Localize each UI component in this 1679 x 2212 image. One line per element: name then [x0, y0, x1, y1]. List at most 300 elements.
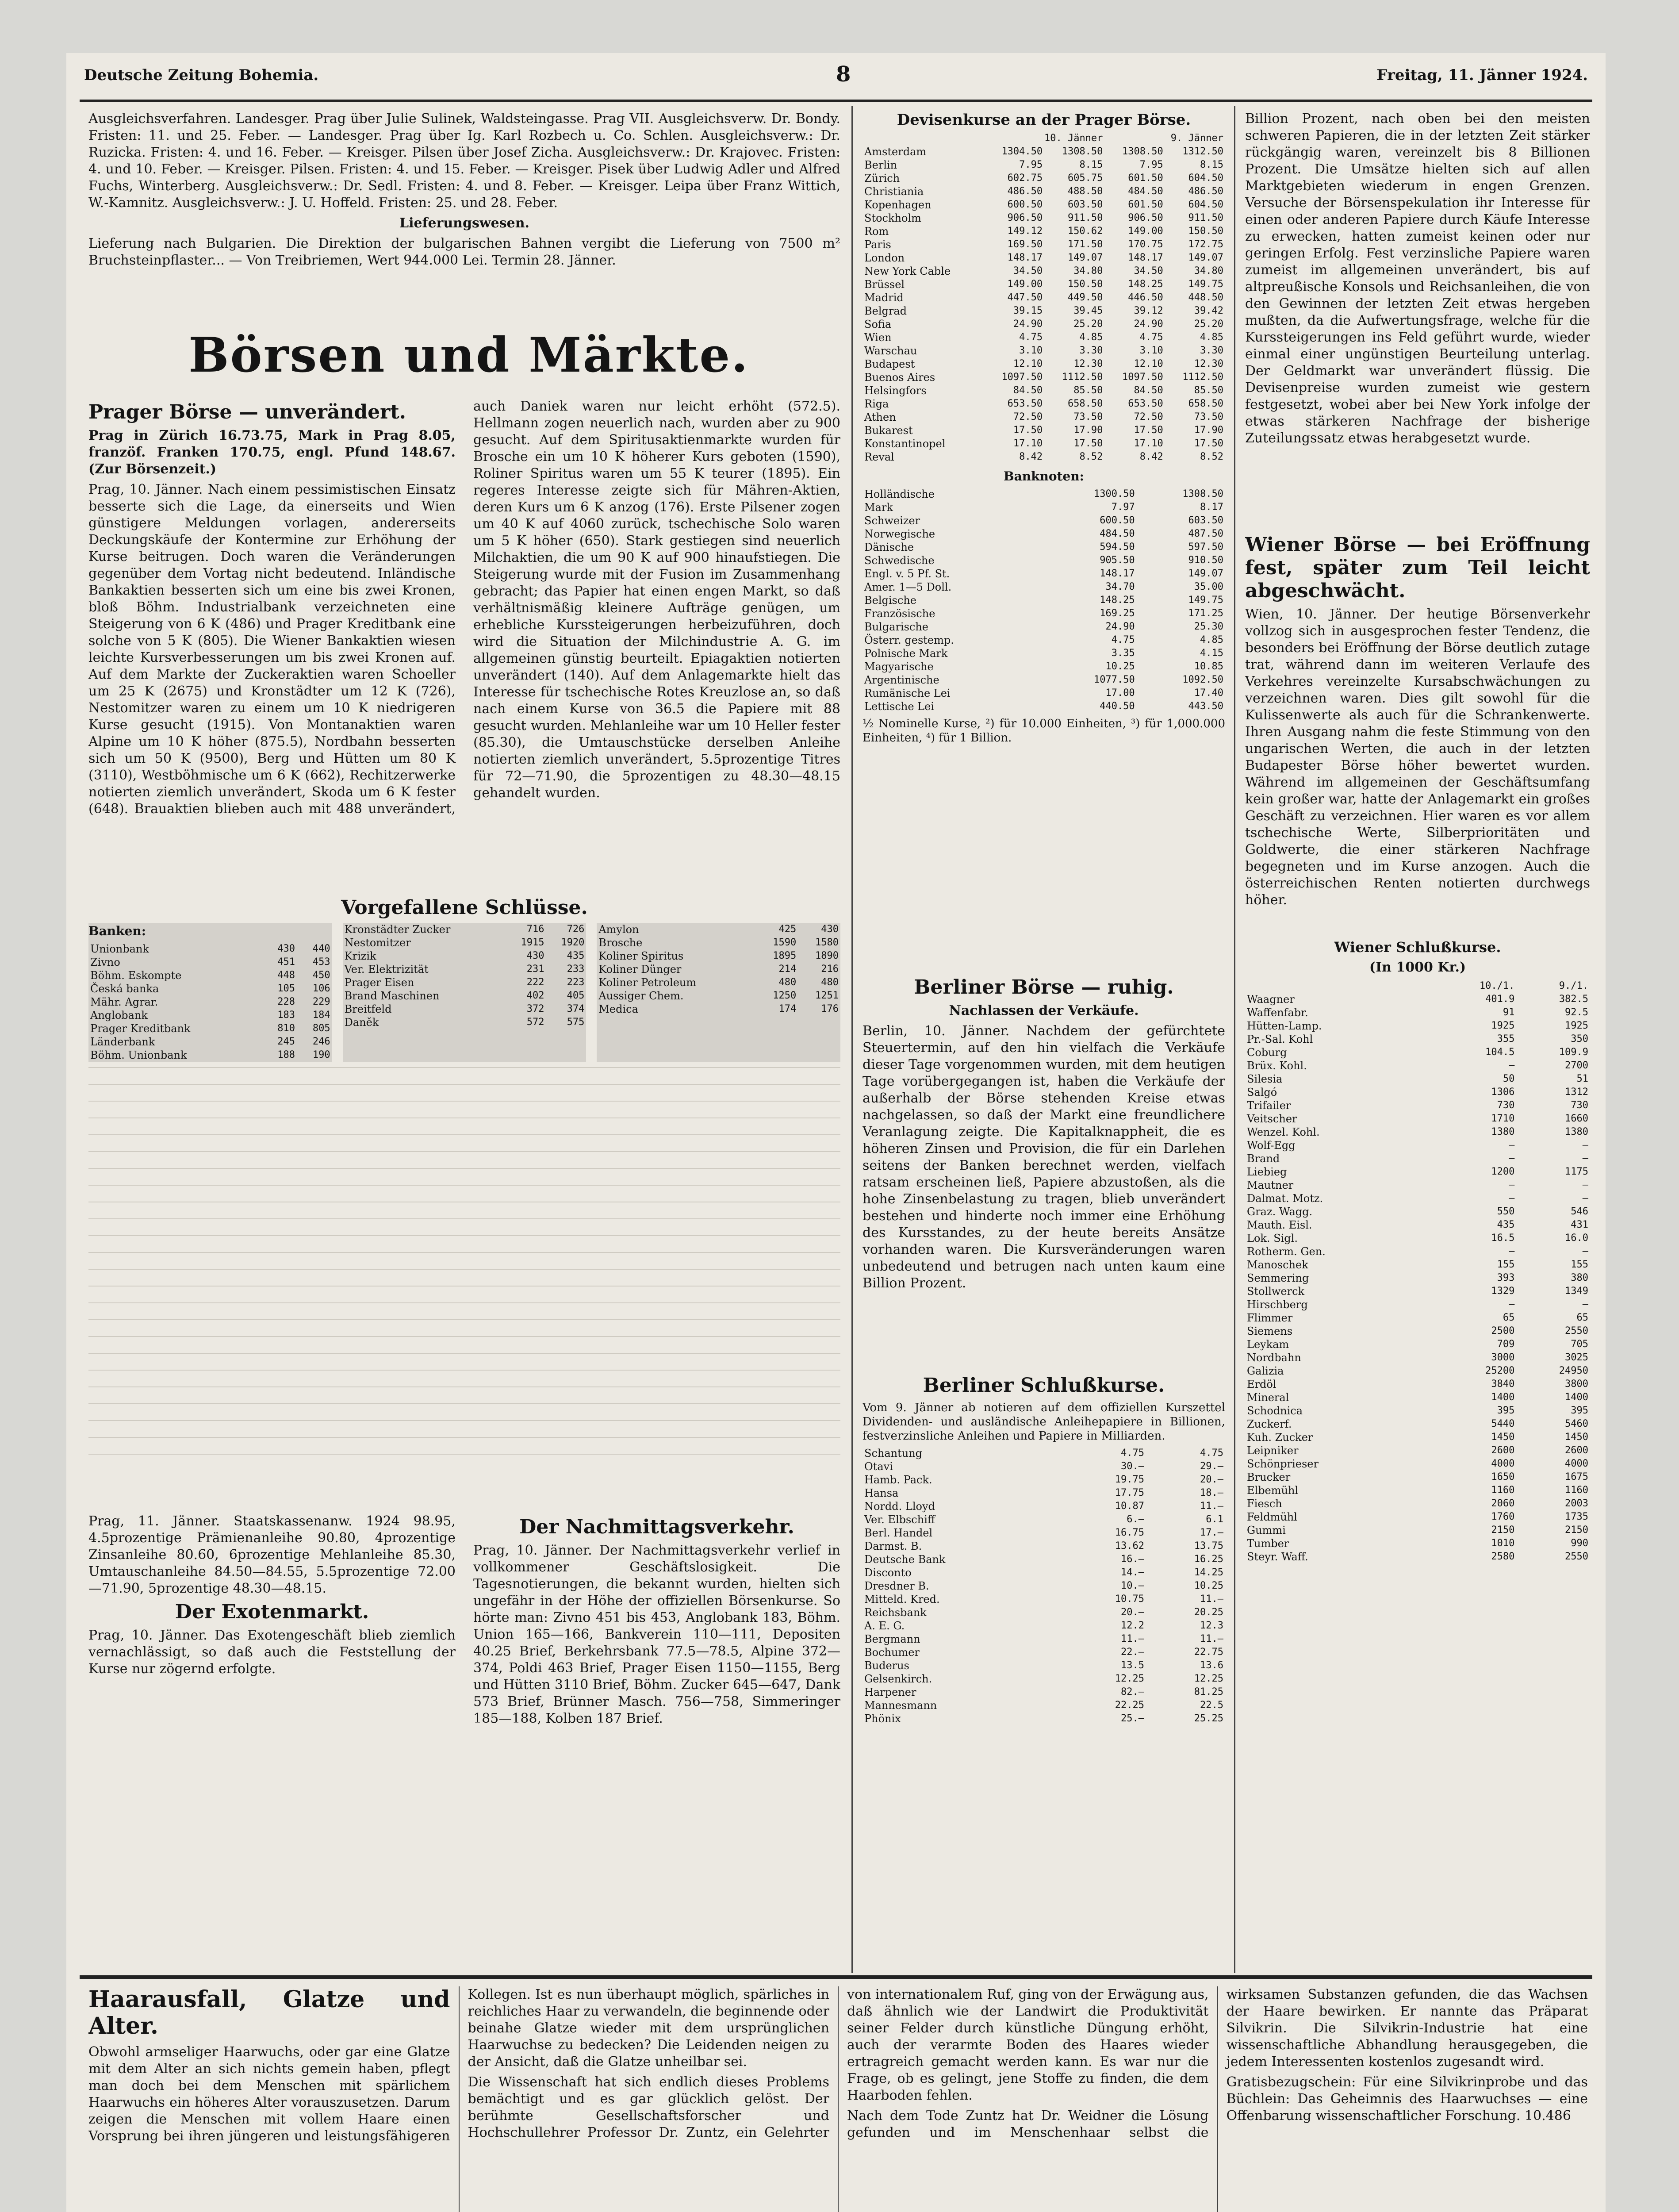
- banknoten-row: [862, 660, 1225, 673]
- row-label: Österr. gestemp.: [864, 634, 954, 646]
- row-label: Zürich: [864, 172, 900, 184]
- row-value: 109.9: [1559, 1047, 1588, 1058]
- row-value: 34.70: [1105, 581, 1135, 592]
- row-value: 11.—: [1120, 1633, 1144, 1644]
- row-label: Böhm. Unionbank: [90, 1049, 187, 1061]
- schluss-row: [597, 936, 840, 949]
- row-value: 1300.50: [1093, 488, 1135, 499]
- row-value: 3.30: [1079, 345, 1103, 356]
- row-value: 155: [1497, 1259, 1515, 1270]
- row-value: 443.50: [1188, 701, 1223, 712]
- row-value: 726: [567, 924, 585, 935]
- row-value: 25.30: [1194, 621, 1223, 632]
- berliner-text: Berlin, 10. Jänner. Nachdem der gefürchtete Steuertermin, auf den hin vielfach die Verkäufe dieser Tage vorgenommen wurden, mit dem heutigen Tage vorübergegangen ist, haben die Verkäufe der außerhalb der Börse stehenden Kreise etwas nachgelassen, so daß der Markt eine freundlichere Veranlagung zeigte. Die Kapitalknappheit, die es höheren Zinsen und Provision, die für ein Darlehen seitens der Banken berechnet werden, vielfach ratsam erscheinen ließ, Papiere abzustoßen, als die hohe Zinsenbelastung zu tragen, blieb unverändert bestehen und hinderte noch immer eine Erhöhung des Kursstandes, zu der heute bereits Ansätze vorhanden waren. Die Kursveränderungen waren unbedeutend und betrugen nach unten kaum eine Billion Prozent.: [862, 1023, 1225, 1291]
- schluesse-table-3: [597, 923, 840, 1062]
- wiener-schluss-row: [1245, 1404, 1590, 1417]
- banknoten-row: [862, 567, 1225, 580]
- wiener-schluss-row: [1245, 1298, 1590, 1311]
- row-label: Galizia: [1247, 1365, 1284, 1377]
- row-label: Mautner: [1247, 1179, 1294, 1191]
- row-value: 6.1: [1206, 1514, 1223, 1525]
- devisen-row: [862, 185, 1225, 198]
- schluesse-heading: Vorgefallene Schlüsse.: [341, 896, 588, 919]
- row-label: Mitteld. Kred.: [864, 1593, 940, 1605]
- row-value: 1650: [1491, 1471, 1515, 1482]
- wiener-schluss-row: [1245, 1245, 1590, 1258]
- row-value: 11.—: [1200, 1633, 1223, 1644]
- row-value: 1308.50: [1062, 146, 1103, 157]
- row-value: 14.—: [1120, 1567, 1144, 1578]
- row-value: —: [1582, 1299, 1588, 1310]
- row-value: 605.75: [1067, 173, 1103, 184]
- row-value: 575: [567, 1017, 585, 1028]
- row-label: Zuckerf.: [1247, 1418, 1292, 1430]
- row-label: Lok. Sigl.: [1247, 1232, 1298, 1244]
- row-value: 1380: [1491, 1126, 1515, 1137]
- wiener-schluss-row: [1245, 1059, 1590, 1072]
- row-value: 17.50: [1073, 438, 1103, 449]
- row-value: —: [1582, 1246, 1588, 1257]
- notices-section: [88, 111, 840, 319]
- row-label: Engl. v. 5 Pf. St.: [864, 568, 950, 580]
- row-value: 184: [312, 1010, 330, 1021]
- row-value: 1092.50: [1182, 674, 1223, 685]
- row-value: 72.50: [1134, 411, 1163, 422]
- row-value: 10.75: [1115, 1594, 1144, 1605]
- schluss-row: [343, 976, 586, 989]
- row-label: Salgó: [1247, 1086, 1277, 1098]
- row-value: 402: [526, 990, 544, 1001]
- row-value: 4.85: [1200, 634, 1223, 645]
- berliner-schlusskurse: [862, 1371, 1225, 1964]
- row-label: Medica: [598, 1003, 638, 1015]
- banknoten-row: [862, 607, 1225, 620]
- berliner-schluss-row: [862, 1553, 1225, 1566]
- row-value: 84.50: [1013, 385, 1043, 396]
- row-value: 1312: [1565, 1087, 1588, 1098]
- row-label: Berl. Handel: [864, 1527, 933, 1539]
- wiener-schluss-row: [1245, 1417, 1590, 1431]
- row-value: 35.00: [1194, 581, 1223, 592]
- row-value: 603.50: [1067, 199, 1103, 210]
- berliner-schluss-note: Vom 9. Jänner ab notieren auf dem offiziellen Kurszettel Dividenden- und ausländische Anleihepapiere in Billionen, festverzinsliche Anleihen und Papiere in Milliarden.: [862, 1401, 1225, 1443]
- row-value: 2550: [1565, 1325, 1588, 1336]
- row-value: 1349: [1565, 1286, 1588, 1297]
- row-label: Tumber: [1247, 1537, 1289, 1550]
- row-value: 17.00: [1105, 687, 1135, 699]
- row-value: 488.50: [1067, 186, 1103, 197]
- row-value: 150.62: [1067, 226, 1103, 237]
- devisen-footnotes: ½ Nominelle Kurse, ²) für 10.000 Einheiten, ³) für 1,000.000 Einheiten, ⁴) für 1 Billion.: [862, 717, 1225, 745]
- wiener-schluss-row: [1245, 1484, 1590, 1497]
- berliner-schluss-row: [862, 1672, 1225, 1686]
- row-label: Feldmühl: [1247, 1511, 1297, 1523]
- row-value: 17.90: [1194, 425, 1223, 436]
- nachmittag-text: Prag, 10. Jänner. Der Nachmittagsverkehr verlief in vollkommener Geschäftslosigkeit. Die Tagesnotierungen, die bekannt wurden, hielten sich ungefähr in der Höhe der offiziellen Börsenkurse. So hörte man: Zivno 451 bis 453, Anglobank 183, Böhm. Union 165—166, Bankverein 110—111, Depositen 40.25 Brief, Berkehrsbank 77.5—78.5, Alpine 372—374, Poldi 463 Brief, Prager Eisen 1150—1155, Berg und Hütten 3110 Brief, Böhm. Zucker 645—647, Dank 573 Brief, Brünner Masch. 756—758, Simmeringer 185—188, Kolben 187 Brief.: [473, 1543, 840, 1726]
- masthead-rule: [80, 100, 1592, 102]
- row-value: 1097.50: [1122, 372, 1163, 383]
- row-label: Rom: [864, 225, 889, 238]
- devisen-row: [862, 331, 1225, 344]
- row-label: Holländische: [864, 488, 935, 500]
- wiener-schluss-row: [1245, 1351, 1590, 1364]
- row-value: 20.—: [1120, 1607, 1144, 1618]
- row-value: 12.25: [1194, 1673, 1223, 1684]
- schluss-row: [88, 1048, 332, 1062]
- row-value: —: [1582, 1153, 1588, 1164]
- row-value: 92.5: [1565, 1007, 1588, 1018]
- row-value: 149.75: [1188, 279, 1223, 290]
- row-label: Leykam: [1247, 1338, 1289, 1351]
- row-value: 245: [277, 1036, 295, 1047]
- berliner-schluss-row: [862, 1566, 1225, 1579]
- row-label: Kuh. Zucker: [1247, 1431, 1313, 1444]
- schluesse-table-2: [343, 923, 586, 1062]
- row-value: 3840: [1491, 1379, 1515, 1390]
- row-value: 453: [312, 956, 330, 968]
- issue-date: Freitag, 11. Jänner 1924.: [1376, 66, 1588, 84]
- row-value: 4.15: [1200, 648, 1223, 659]
- berliner-schluss-row: [862, 1659, 1225, 1672]
- wiener-schluss-row: [1245, 1325, 1590, 1338]
- row-value: 1077.50: [1093, 674, 1135, 685]
- row-value: 65: [1576, 1312, 1588, 1323]
- row-value: 990: [1571, 1538, 1588, 1549]
- newspaper-name: Deutsche Zeitung Bohemia.: [84, 66, 319, 84]
- row-value: 2600: [1565, 1445, 1588, 1456]
- row-value: 149.75: [1188, 595, 1223, 606]
- wiener-schluss-row: [1245, 1431, 1590, 1444]
- lieferung-heading: Lieferungswesen.: [399, 215, 529, 231]
- banknoten-row: [862, 594, 1225, 607]
- row-value: 150.50: [1188, 226, 1223, 237]
- row-label: Hirschberg: [1247, 1298, 1308, 1311]
- wiener-schluss-row: [1245, 1192, 1590, 1205]
- row-value: 3.10: [1019, 345, 1043, 356]
- wiener-schluss-row: [1245, 1271, 1590, 1285]
- row-label: Manoschek: [1247, 1259, 1308, 1271]
- banknoten-heading: Banknoten:: [1003, 469, 1085, 484]
- row-label: London: [864, 252, 905, 264]
- row-value: 39.42: [1194, 305, 1223, 316]
- row-label: A. E. G.: [864, 1620, 905, 1632]
- devisen-row: [862, 371, 1225, 384]
- row-value: 440: [312, 943, 330, 954]
- row-value: 25.—: [1120, 1713, 1144, 1724]
- row-value: 176: [821, 1003, 839, 1014]
- row-value: 5440: [1491, 1418, 1515, 1429]
- row-value: 658.50: [1188, 398, 1223, 409]
- nachmittag-heading: Der Nachmittagsverkehr.: [519, 1516, 794, 1538]
- row-label: Amylon: [598, 923, 639, 936]
- row-value: 4.85: [1200, 332, 1223, 343]
- row-value: 604.50: [1188, 173, 1223, 184]
- schluss-row: [343, 1016, 586, 1029]
- row-value: 1590: [773, 937, 797, 948]
- row-value: 594.50: [1100, 541, 1135, 553]
- row-value: 4.75: [1111, 634, 1135, 645]
- wiener-schluss-table: [1245, 979, 1590, 1563]
- row-value: 229: [312, 996, 330, 1007]
- row-value: 10.87: [1115, 1501, 1144, 1512]
- berliner-schluss-row: [862, 1540, 1225, 1553]
- row-value: 85.50: [1073, 385, 1103, 396]
- row-label: Belgrad: [864, 305, 907, 317]
- row-value: —: [1582, 1140, 1588, 1151]
- row-value: 8.42: [1019, 451, 1043, 462]
- banknoten-row: [862, 514, 1225, 527]
- row-label: Nestomitzer: [344, 937, 411, 949]
- wiener-schluss-row: [1245, 1205, 1590, 1218]
- row-label: Magyarische: [864, 661, 934, 673]
- row-label: Koliner Dünger: [598, 963, 682, 975]
- row-value: 14.25: [1194, 1567, 1223, 1578]
- row-label: New York Cable: [864, 265, 951, 277]
- row-value: 2580: [1491, 1551, 1515, 1562]
- row-value: 653.50: [1128, 398, 1163, 409]
- row-value: —: [1509, 1193, 1515, 1204]
- row-value: 1925: [1565, 1020, 1588, 1031]
- row-value: 13.5: [1120, 1660, 1144, 1671]
- row-value: 405: [567, 990, 585, 1001]
- row-value: 1304.50: [1001, 146, 1043, 157]
- row-value: 8.52: [1079, 451, 1103, 462]
- banknoten-row: [862, 687, 1225, 700]
- row-value: 448.50: [1188, 292, 1223, 303]
- row-value: 84.50: [1134, 385, 1163, 396]
- devisen-row: [862, 344, 1225, 357]
- row-value: 16.5: [1491, 1233, 1515, 1244]
- devisen-row: [862, 265, 1225, 278]
- row-value: 1735: [1565, 1511, 1588, 1522]
- row-value: 104.5: [1485, 1047, 1515, 1058]
- row-value: 105: [277, 983, 295, 994]
- row-value: 1915: [521, 937, 544, 948]
- wiener-schluss-row: [1245, 1139, 1590, 1152]
- exoten-heading: Der Exotenmarkt.: [175, 1601, 369, 1623]
- row-label: Madrid: [864, 292, 904, 304]
- banknoten-row: [862, 620, 1225, 634]
- wiener-schluss-row: [1245, 1378, 1590, 1391]
- row-value: 4000: [1491, 1458, 1515, 1469]
- prager-lead: Prag in Zürich 16.73.75, Mark in Prag 8.05, franzöf. Franken 170.75, engl. Pfund 148.67. (Zur Börsenzeit.): [88, 428, 456, 477]
- row-value: 91: [1503, 1007, 1515, 1018]
- row-label: Daněk: [344, 1016, 379, 1029]
- row-label: Ver. Elbschiff: [864, 1513, 935, 1526]
- row-value: 22.25: [1115, 1700, 1144, 1711]
- row-value: 1097.50: [1001, 372, 1043, 383]
- row-value: 440.50: [1100, 701, 1135, 712]
- schluss-row: [88, 1022, 332, 1035]
- row-label: Steyr. Waff.: [1247, 1551, 1308, 1563]
- row-value: 17.50: [1013, 425, 1043, 436]
- row-label: Polnische Mark: [864, 647, 948, 660]
- evening-section: [88, 1513, 456, 1955]
- wiener-schluss-row: [1245, 1457, 1590, 1471]
- wiener-schluss-row: [1245, 1046, 1590, 1059]
- schluss-row: [597, 1002, 840, 1016]
- ad-paragraph-2: Die Wissenschaft hat sich endlich dieses Problems bemächtigt und es gar glücklich gelöst. Der berühmte Gesellschaftsforscher und Hochschullehrer Professor Dr. Zuntz, ein Gelehrter von internationalem Ruf, ging von der Erwägung aus, daß ähnlich wie der Landwirt die Produktivität seiner Felder durch künstliche Düngung erhöht, auch der verarmte Boden des Haares wieder ertragreich gemacht werden kann. Es war nur die Frage, ob es gelingt, jene Stoffe zu finden, die dem Haarboden fehlen.: [468, 1987, 1209, 2140]
- row-value: 1920: [561, 937, 585, 948]
- row-value: 1895: [773, 950, 797, 961]
- berliner-continued-text: Billion Prozent, nach oben bei den meisten schweren Papieren, die in der letzten Zeit stärker rückgängig waren, vereinzelt bis 8 Billionen Prozent. Die Umsätze hielten sich auf allen Marktgebieten wiederum in engen Grenzen. Versuche der Börsenspekulation ihr Interesse für einen oder anderen Papiere durch Käufe Interesse zu erwecken, hatten zumeist keinen oder nur geringen Erfolg. Fest verzinsliche Papiere waren zumeist im allgemeinen unverändert, bis auf altpreußische Konsols und Reichsanleihen, die von den Gewinnen der letzten Zeit etwas hergeben mußten, da die Aufwertungsfrage, welche für die Kurssteigerungen ins Feld geführt wurde, wieder einmal einer ungünstigen Beurteilung unterlag. Der Geldmarkt war unverändert flüssig. Die Devisenpreise wurden zumeist wie gestern festgesetzt, wobei aber bei New York infolge der etwas stärkeren Nachfrage der bisherige Zuteilungssatz etwas herabgesetzt wurde.: [1245, 111, 1590, 446]
- row-label: Rotherm. Gen.: [1247, 1245, 1326, 1258]
- row-value: 450: [312, 970, 330, 981]
- row-value: 910.50: [1188, 555, 1223, 566]
- row-label: Mineral: [1247, 1391, 1289, 1404]
- row-value: 2150: [1565, 1525, 1588, 1536]
- row-value: 2600: [1491, 1445, 1515, 1456]
- row-label: Veitscher: [1247, 1113, 1297, 1125]
- wiener-schluss-row: [1245, 1125, 1590, 1139]
- row-value: 7.95: [1139, 159, 1163, 170]
- row-label: Krizik: [344, 950, 376, 962]
- row-label: Coburg: [1247, 1046, 1287, 1059]
- row-value: 2003: [1565, 1498, 1588, 1509]
- row-value: 155: [1571, 1259, 1588, 1270]
- wiener-schluss-row: [1245, 1311, 1590, 1325]
- wiener-schluss-row: [1245, 1232, 1590, 1245]
- row-value: 172.75: [1188, 239, 1223, 250]
- row-value: 2500: [1491, 1325, 1515, 1336]
- row-value: 16.0: [1565, 1233, 1588, 1244]
- row-value: 8.52: [1200, 451, 1223, 462]
- row-value: 4.75: [1120, 1448, 1144, 1459]
- row-value: 3.10: [1139, 345, 1163, 356]
- wiener-schluss-row: [1245, 1152, 1590, 1165]
- row-value: 716: [526, 924, 544, 935]
- row-label: Bergmann: [864, 1633, 920, 1645]
- row-value: 1112.50: [1182, 372, 1223, 383]
- row-value: —: [1509, 1179, 1515, 1190]
- wiener-schluss-row: [1245, 993, 1590, 1006]
- devisen-heading: Devisenkurse an der Prager Börse.: [897, 111, 1191, 129]
- row-value: 600.50: [1007, 199, 1043, 210]
- berliner-schluss-row: [862, 1606, 1225, 1619]
- row-value: 487.50: [1188, 528, 1223, 539]
- row-value: 18.—: [1200, 1487, 1223, 1498]
- wiener-schluss-row: [1245, 1338, 1590, 1351]
- row-value: —: [1509, 1299, 1515, 1310]
- row-label: Deutsche Bank: [864, 1553, 946, 1566]
- nachmittag-section: [473, 1513, 840, 1955]
- devisen-row: [862, 384, 1225, 397]
- row-value: 705: [1571, 1339, 1588, 1350]
- devisen-row: [862, 158, 1225, 172]
- row-value: 4.75: [1139, 332, 1163, 343]
- notices-text: Ausgleichsverfahren. Landesger. Prag über Julie Sulinek, Waldsteingasse. Prag VII. Ausgleichsverw. Dr. Bondy. Fristen: 11. und 25. Feber. — Landesger. Prag über Ig. Karl Rozbech u. Co. Schlen. Ausgleichsverw.: Dr. Ruzicka. Fristen: 4. und 16. Feber. — Kreisger. Pilsen über Josef Zicha. Ausgleichsverw.: Dr. Krajovec. Fristen: 4. und 10. Feber. — Kreisger. Pilsen. Fristen: 4. und 15. Feber. — Kreisger. Pisek über Ludwig Adler und Alfred Fuchs, Winterberg. Ausgleichsverw.: Dr. Sedl. Fristen: 4. und 8. Feber. — Kreisger. Leipa über Franz Wittich, W.-Kamnitz. Ausgleichsverw.: J. U. Hoffeld. Fristen: 25. und 28. Feber.: [88, 111, 840, 211]
- row-value: —: [1582, 1179, 1588, 1190]
- row-value: 484.50: [1100, 528, 1135, 539]
- devisen-row: [862, 437, 1225, 450]
- devisen-row: [862, 411, 1225, 424]
- row-value: 81.25: [1194, 1686, 1223, 1697]
- devisen-row: [862, 198, 1225, 211]
- row-label: Brosche: [598, 937, 643, 949]
- wiener-schluss-heading: Wiener Schlußkurse.: [1334, 939, 1501, 956]
- row-value: 228: [277, 996, 295, 1007]
- row-value: 11.—: [1200, 1594, 1223, 1605]
- row-label: Brand Maschinen: [344, 990, 440, 1002]
- devisen-row: [862, 450, 1225, 464]
- row-value: 709: [1497, 1339, 1515, 1350]
- row-value: 603.50: [1188, 515, 1223, 526]
- row-value: 73.50: [1194, 411, 1223, 422]
- row-value: 1580: [815, 937, 839, 948]
- row-value: 911.50: [1067, 212, 1103, 223]
- banken-heading: Banken:: [88, 924, 146, 938]
- row-value: 149.00: [1128, 226, 1163, 237]
- prager-boerse-article: [88, 398, 840, 885]
- row-value: 149.07: [1188, 252, 1223, 263]
- row-value: 13.62: [1115, 1540, 1144, 1551]
- row-value: 174: [778, 1003, 797, 1014]
- banknoten-row: [862, 527, 1225, 541]
- row-value: 17.—: [1200, 1527, 1223, 1538]
- row-value: 2550: [1565, 1551, 1588, 1562]
- row-label: Nordd. Lloyd: [864, 1500, 935, 1513]
- wiener-col-a: 10./1.: [1479, 980, 1515, 991]
- row-value: 8.17: [1200, 502, 1223, 513]
- banknoten-row: [862, 488, 1225, 501]
- row-value: 223: [567, 977, 585, 988]
- row-label: Sofia: [864, 318, 892, 330]
- berliner-schluss-row: [862, 1486, 1225, 1500]
- row-value: 8.15: [1200, 159, 1223, 170]
- devisen-row: [862, 172, 1225, 185]
- row-value: 905.50: [1100, 555, 1135, 566]
- row-label: Ver. Elektrizität: [344, 963, 429, 975]
- row-value: 22.—: [1120, 1647, 1144, 1658]
- row-label: Graz. Wagg.: [1247, 1206, 1313, 1218]
- row-value: 1329: [1491, 1286, 1515, 1297]
- row-value: 10.25: [1194, 1580, 1223, 1591]
- row-value: 350: [1571, 1033, 1588, 1045]
- banknoten-table: [862, 488, 1225, 713]
- berliner-schluss-row: [862, 1447, 1225, 1460]
- row-label: Bochumer: [864, 1646, 920, 1659]
- row-value: 3000: [1491, 1352, 1515, 1363]
- row-value: 29.—: [1200, 1461, 1223, 1472]
- row-value: 1251: [815, 990, 839, 1001]
- row-label: Konstantinopel: [864, 438, 946, 450]
- schluss-row: [88, 969, 332, 982]
- row-label: Amsterdam: [864, 146, 927, 158]
- row-value: —: [1509, 1153, 1515, 1164]
- devisen-table: [862, 132, 1225, 464]
- row-label: Dalmat. Motz.: [1247, 1192, 1323, 1205]
- row-value: 16.25: [1194, 1554, 1223, 1565]
- schluesse-continuation: [88, 1062, 840, 1460]
- row-value: 653.50: [1007, 398, 1043, 409]
- row-label: Semmering: [1247, 1272, 1309, 1284]
- row-value: 148.17: [1128, 252, 1163, 263]
- row-label: Bukarest: [864, 424, 913, 437]
- row-value: 550: [1497, 1206, 1515, 1217]
- row-value: 4.85: [1079, 332, 1103, 343]
- row-value: 39.12: [1134, 305, 1163, 316]
- row-value: 395: [1571, 1405, 1588, 1416]
- row-label: Kronstädter Zucker: [344, 923, 451, 936]
- wiener-schluss-row: [1245, 1179, 1590, 1192]
- row-value: 149.07: [1067, 252, 1103, 263]
- berliner-schluss-row: [862, 1699, 1225, 1712]
- row-value: 7.97: [1111, 502, 1135, 513]
- row-label: Erdöl: [1247, 1378, 1276, 1390]
- schluss-row: [597, 976, 840, 989]
- schluss-row: [343, 1002, 586, 1016]
- berliner-continuation: [1245, 111, 1590, 522]
